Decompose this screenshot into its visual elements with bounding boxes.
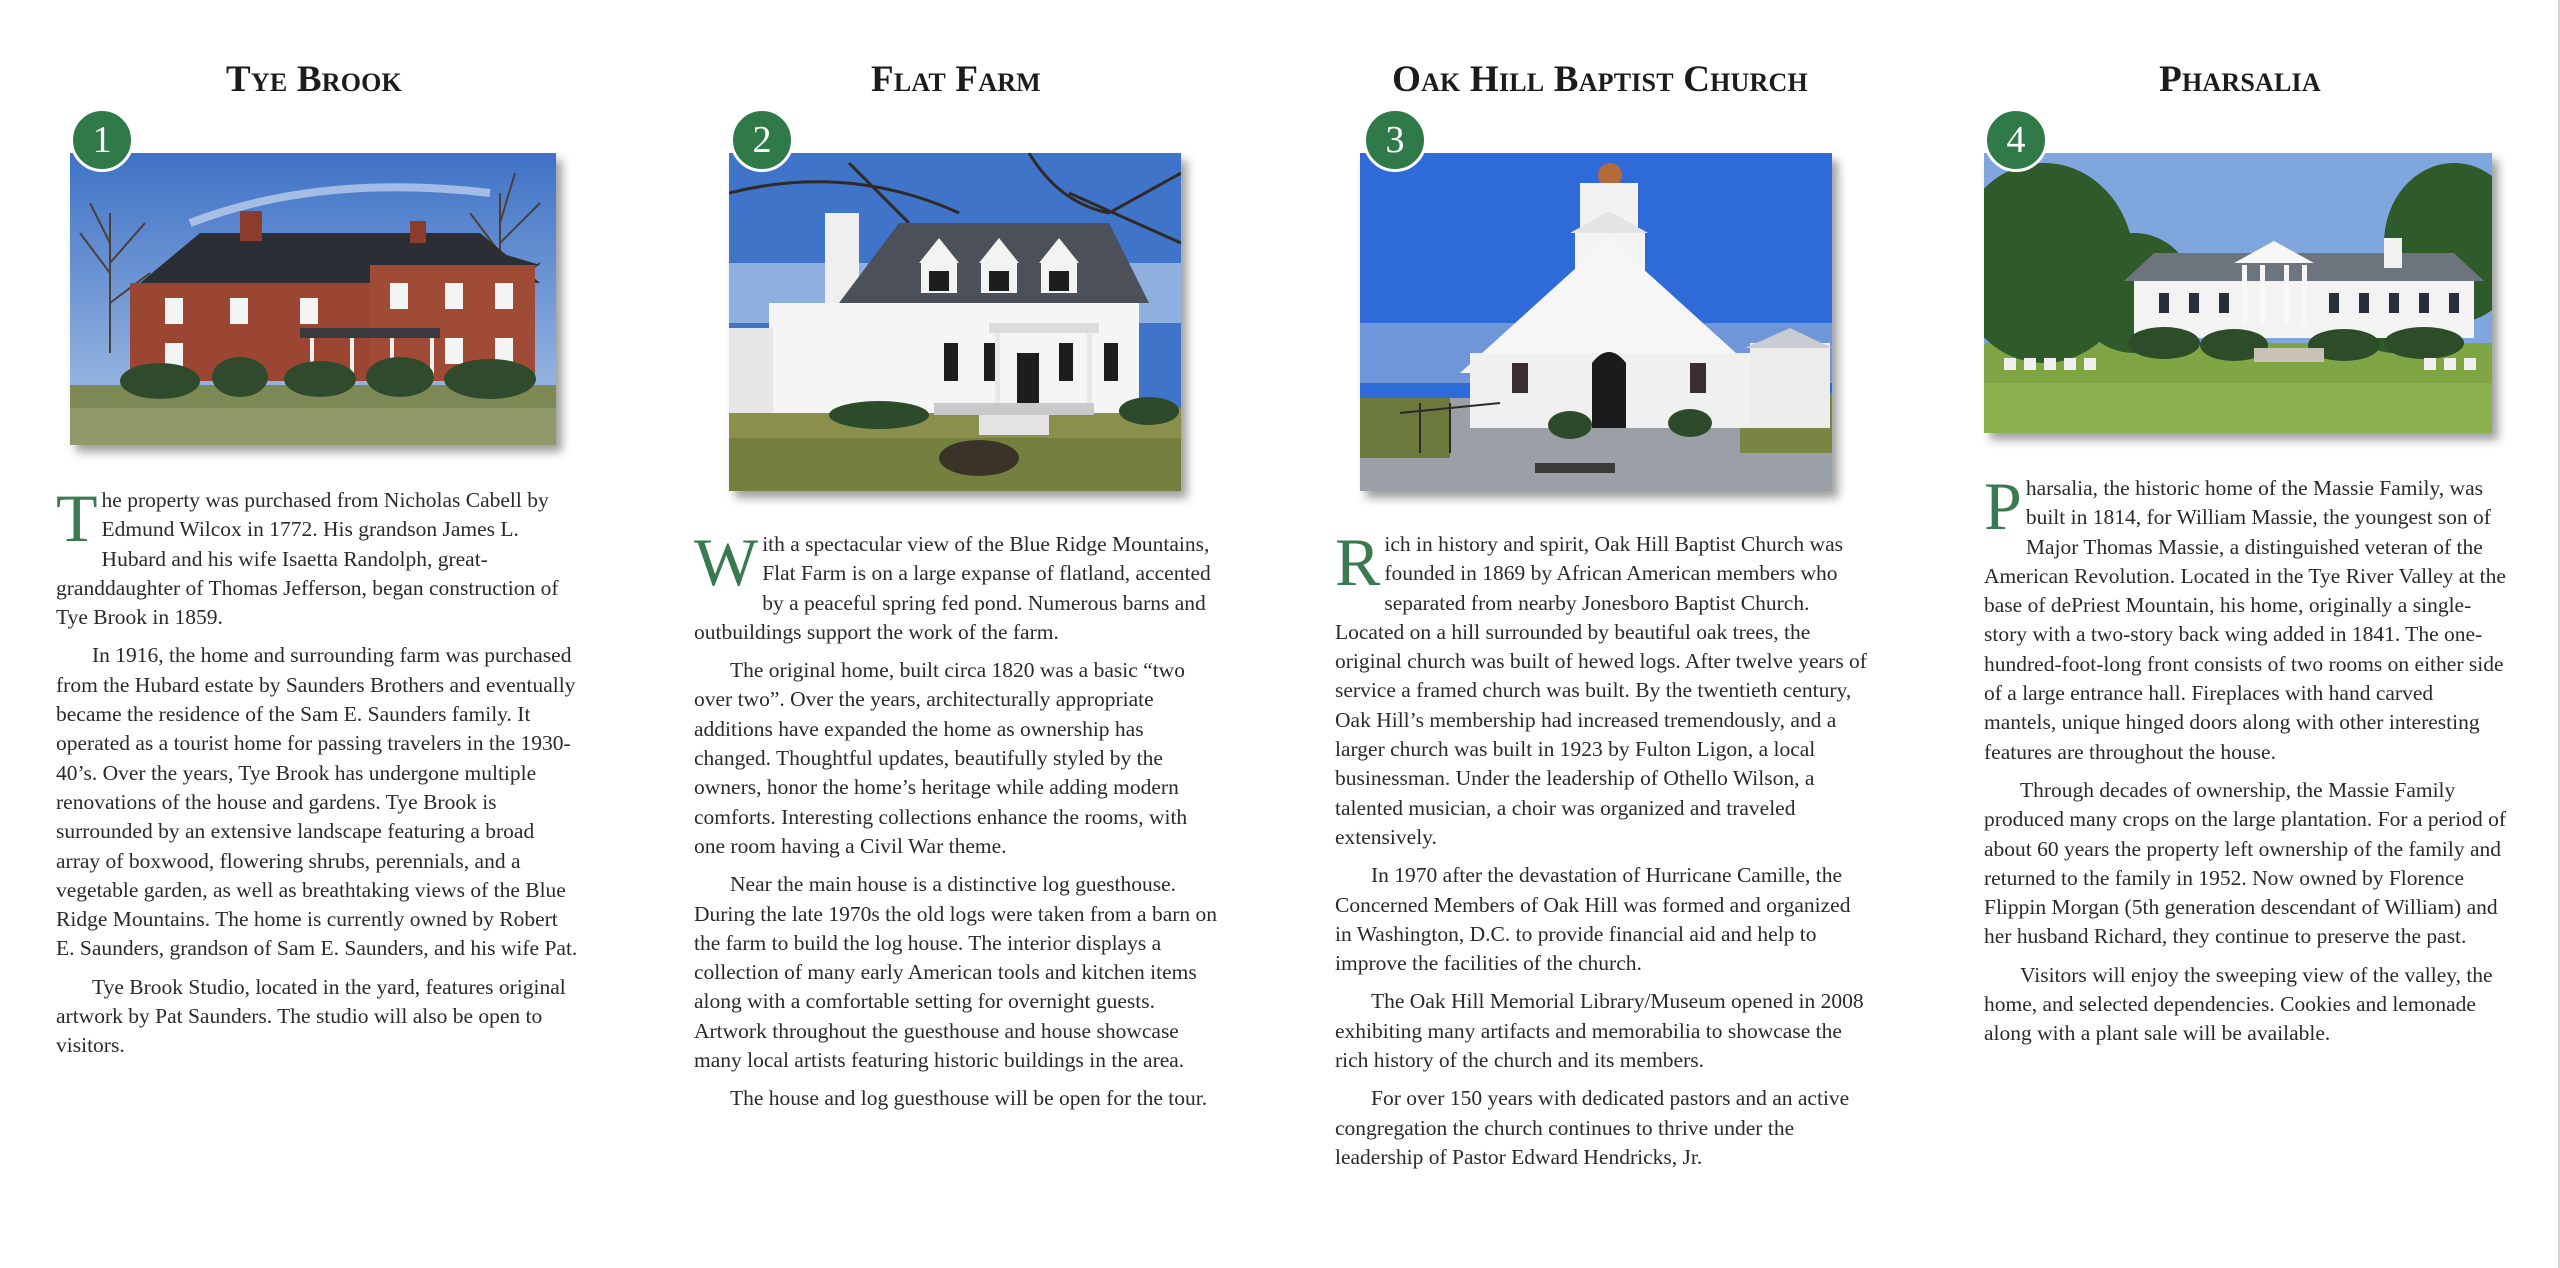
stop-description <box>1335 524 1870 1181</box>
drop-cap: W <box>694 524 759 600</box>
body-paragraph: The Oak Hill Memorial Library/Museum opened in 2008 exhibiting many artifacts and memorabilia to showcase the rich history of the church and its members. <box>1335 989 1864 1073</box>
lead-paragraph <box>694 524 1222 647</box>
photo-tye-brook <box>70 153 556 445</box>
stop-description <box>1984 468 2510 1058</box>
body-paragraph: For over 150 years with dedicated pastors and an active congregation the church continues to thrive under the leadership of Pastor Edward Hendricks, Jr. <box>1335 1086 1850 1169</box>
stop-number-badge: 3 <box>1363 108 1427 172</box>
lead-paragraph <box>56 480 580 632</box>
body-paragraph: Near the main house is a distinctive log guesthouse. During the late 1970s the old logs were taken from a barn on the farm to build the log house. The interior displays a collection of many early American tools and kitchen items along with a comfortable setting for overnight guests. Artwork throughout the guesthouse and house showcase many local artists featuring historic buildings in the area. <box>694 872 1218 1073</box>
photo-oak-hill-church <box>1360 153 1832 491</box>
photo-flat-farm <box>729 153 1181 491</box>
drop-cap: P <box>1984 468 2022 544</box>
stop-title: Tye Brook <box>226 59 402 100</box>
lead-paragraph-text: ith a spectacular view of the Blue Ridge Mountains, Flat Farm is on a large expanse of flatland, accented by a peaceful spring fed pond. Numerous barns and outbuildings support the work of the farm. <box>694 532 1211 644</box>
photo-pharsalia <box>1984 153 2492 433</box>
stop-title: Flat Farm <box>871 59 1041 100</box>
stop-title: Pharsalia <box>2159 59 2321 100</box>
lead-paragraph-text: he property was purchased from Nicholas Cabell by Edmund Wilcox in 1772. His grandson James L. Hubard and his wife Isaetta Randolph, great-granddaughter of Thomas Jefferson, began construction of Tye Brook in 1859. <box>56 488 559 630</box>
lead-paragraph-text: harsalia, the historic home of the Massie Family, was built in 1814, for William Massie, the youngest son of Major Thomas Massie, a distinguished veteran of the American Revolution. Located in the Tye River Valley at the base of dePriest Mountain, his home, originally a single-story with a two-story back wing added in 1841. The one-hundred-foot-long front consists of two rooms on either side of a large entrance hall. Fireplaces with hand carved mantels, unique hinged doors along with other interesting features are throughout the house. <box>1984 476 2506 764</box>
drop-cap: T <box>56 480 98 556</box>
body-paragraph: The house and log guesthouse will be open for the tour. <box>730 1086 1208 1111</box>
lead-paragraph <box>1335 524 1870 852</box>
drop-cap: R <box>1335 524 1381 600</box>
body-paragraph: Tye Brook Studio, located in the yard, features original artwork by Pat Saunders. The studio will also be open to visitors. <box>56 974 566 1058</box>
body-paragraph: Visitors will enjoy the sweeping view of the valley, the home, and selected dependencies. Cookies and lemonade along with a plant sale will be available. <box>1984 962 2493 1046</box>
lead-paragraph-text: ich in history and spirit, Oak Hill Baptist Church was founded in 1869 by African American members who separated from nearby Jonesboro Baptist Church. Located on a hill surrounded by beautiful oak trees, the original church was built of hewed logs. After twelve years of service a framed church was built. By the twentieth century, Oak Hill’s membership had increased tremendously, and a larger church was built in 1923 by Fulton Ligon, a local businessman. Under the leadership of Othello Wilson, a talented musician, a choir was organized and traveled extensively. <box>1335 532 1867 849</box>
lead-paragraph <box>1984 468 2510 767</box>
stop-number-badge: 1 <box>70 108 134 172</box>
stop-description <box>694 524 1222 1123</box>
stop-title: Oak Hill Baptist Church <box>1392 59 1808 100</box>
stop-number-badge: 2 <box>730 108 794 172</box>
stop-number-badge: 4 <box>1984 108 2048 172</box>
stop-description <box>56 480 580 1070</box>
body-paragraph: In 1970 after the devastation of Hurricane Camille, the Concerned Members of Oak Hill was formed and organized in Washington, D.C. to provide financial aid and help to improve the facilities of the church. <box>1335 863 1851 976</box>
body-paragraph: Through decades of ownership, the Massie Family produced many crops on the large plantation. For a period of about 60 years the property left ownership of the family and returned to the family in 1952. Now owned by Florence Flippin Morgan (5th generation descendant of William) and her husband Richard, they continue to preserve the past. <box>1984 777 2507 949</box>
body-paragraph: The original home, built circa 1820 was a basic “two over two”. Over the years, architecturally appropriate additions have expanded the home as ownership has changed. Thoughtful updates, beautifully styled by the owners, honor the home’s heritage while adding modern comforts. Interesting collections enhance the rooms, with one room having a Civil War theme. <box>694 658 1188 858</box>
body-paragraph: In 1916, the home and surrounding farm was purchased from the Hubard estate by Saunders Brothers and eventually became the residence of the Sam E. Saunders family. It operated as a tourist home for passing travelers in the 1930-40’s. Over the years, Tye Brook has undergone multiple renovations of the house and gardens. Tye Brook is surrounded by an extensive landscape featuring a broad array of boxwood, flowering shrubs, perennials, and a vegetable garden, as well as breathtaking views of the Blue Ridge Mountains. The home is currently owned by Robert E. Saunders, grandson of Sam E. Saunders, and his wife Pat. <box>56 643 578 961</box>
